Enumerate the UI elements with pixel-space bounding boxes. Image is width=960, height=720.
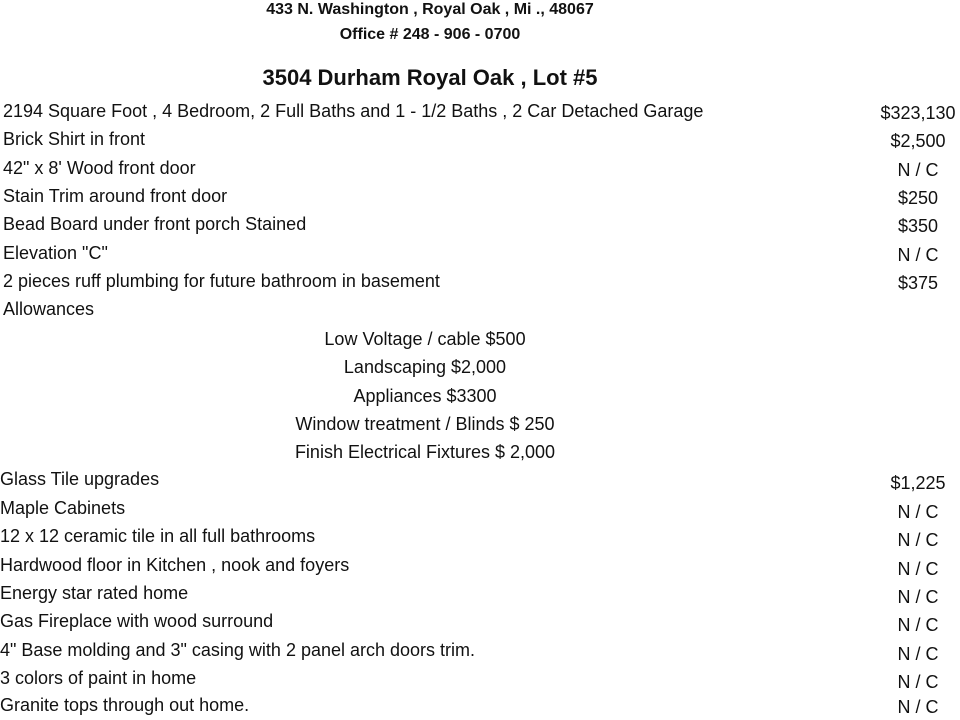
list-item (0, 98, 960, 124)
item-price: $250 (897, 188, 939, 208)
item-price: N / C (897, 502, 939, 522)
item-description: Granite tops through out home. (0, 695, 250, 715)
list-item (0, 155, 960, 181)
item-description: Bead Board under front porch Stained (3, 214, 307, 234)
item-price: N / C (897, 245, 939, 265)
office-phone: Office # 248 - 906 - 0700 (339, 26, 521, 43)
item-price: N / C (897, 615, 939, 635)
list-item (0, 466, 960, 492)
item-description: 12 x 12 ceramic tile in all full bathrooms (0, 526, 316, 546)
allowance-item: Appliances $3300 (353, 386, 497, 406)
item-price: $1,225 (890, 473, 946, 493)
list-item (0, 552, 960, 578)
list-item (0, 183, 960, 209)
item-price: N / C (897, 559, 939, 579)
list-item (0, 268, 960, 294)
item-description: 42" x 8' Wood front door (3, 158, 196, 178)
item-description: Stain Trim around front door (3, 186, 228, 206)
item-price: N / C (897, 644, 939, 664)
item-description: Maple Cabinets (0, 498, 126, 518)
list-item (0, 126, 960, 152)
list-item (0, 637, 960, 663)
item-description: Energy star rated home (0, 583, 189, 603)
list-item (0, 665, 960, 691)
item-description: Hardwood floor in Kitchen , nook and foyers (0, 555, 350, 575)
list-item (0, 608, 960, 634)
item-description: 2194 Square Foot , 4 Bedroom, 2 Full Baths and 1 - 1/2 Baths , 2 Car Detached Garage (3, 101, 704, 121)
list-item (0, 296, 960, 322)
list-item (0, 692, 960, 718)
company-address: 433 N. Washington , Royal Oak , Mi ., 48067 (266, 1, 594, 18)
list-item (0, 523, 960, 549)
item-price: $350 (897, 216, 939, 236)
item-price: N / C (897, 672, 939, 692)
item-price: $2,500 (890, 131, 946, 151)
item-description: Elevation "C" (3, 243, 108, 263)
item-description: 2 pieces ruff plumbing for future bathroom in basement (3, 271, 440, 291)
allowance-item: Window treatment / Blinds $ 250 (295, 414, 555, 434)
item-price: $375 (897, 273, 939, 293)
item-description: Gas Fireplace with wood surround (0, 611, 274, 631)
allowance-item: Low Voltage / cable $500 (324, 329, 526, 349)
list-item (0, 211, 960, 237)
list-item (0, 240, 960, 266)
item-price: $323,130 (880, 103, 956, 123)
allowance-item: Landscaping $2,000 (343, 357, 507, 377)
list-item (0, 580, 960, 606)
item-description: Glass Tile upgrades (0, 469, 160, 489)
document-title: 3504 Durham Royal Oak , Lot #5 (262, 65, 598, 90)
item-price: N / C (897, 160, 939, 180)
item-description: Brick Shirt in front (3, 129, 146, 149)
allowances-heading: Allowances (3, 299, 95, 319)
item-price: N / C (897, 530, 939, 550)
list-item (0, 495, 960, 521)
allowance-item: Finish Electrical Fixtures $ 2,000 (294, 442, 556, 462)
item-price: N / C (897, 587, 939, 607)
item-description: 3 colors of paint in home (0, 668, 197, 688)
item-description: 4" Base molding and 3" casing with 2 panel arch doors trim. (0, 640, 476, 660)
item-price: N / C (897, 697, 939, 717)
